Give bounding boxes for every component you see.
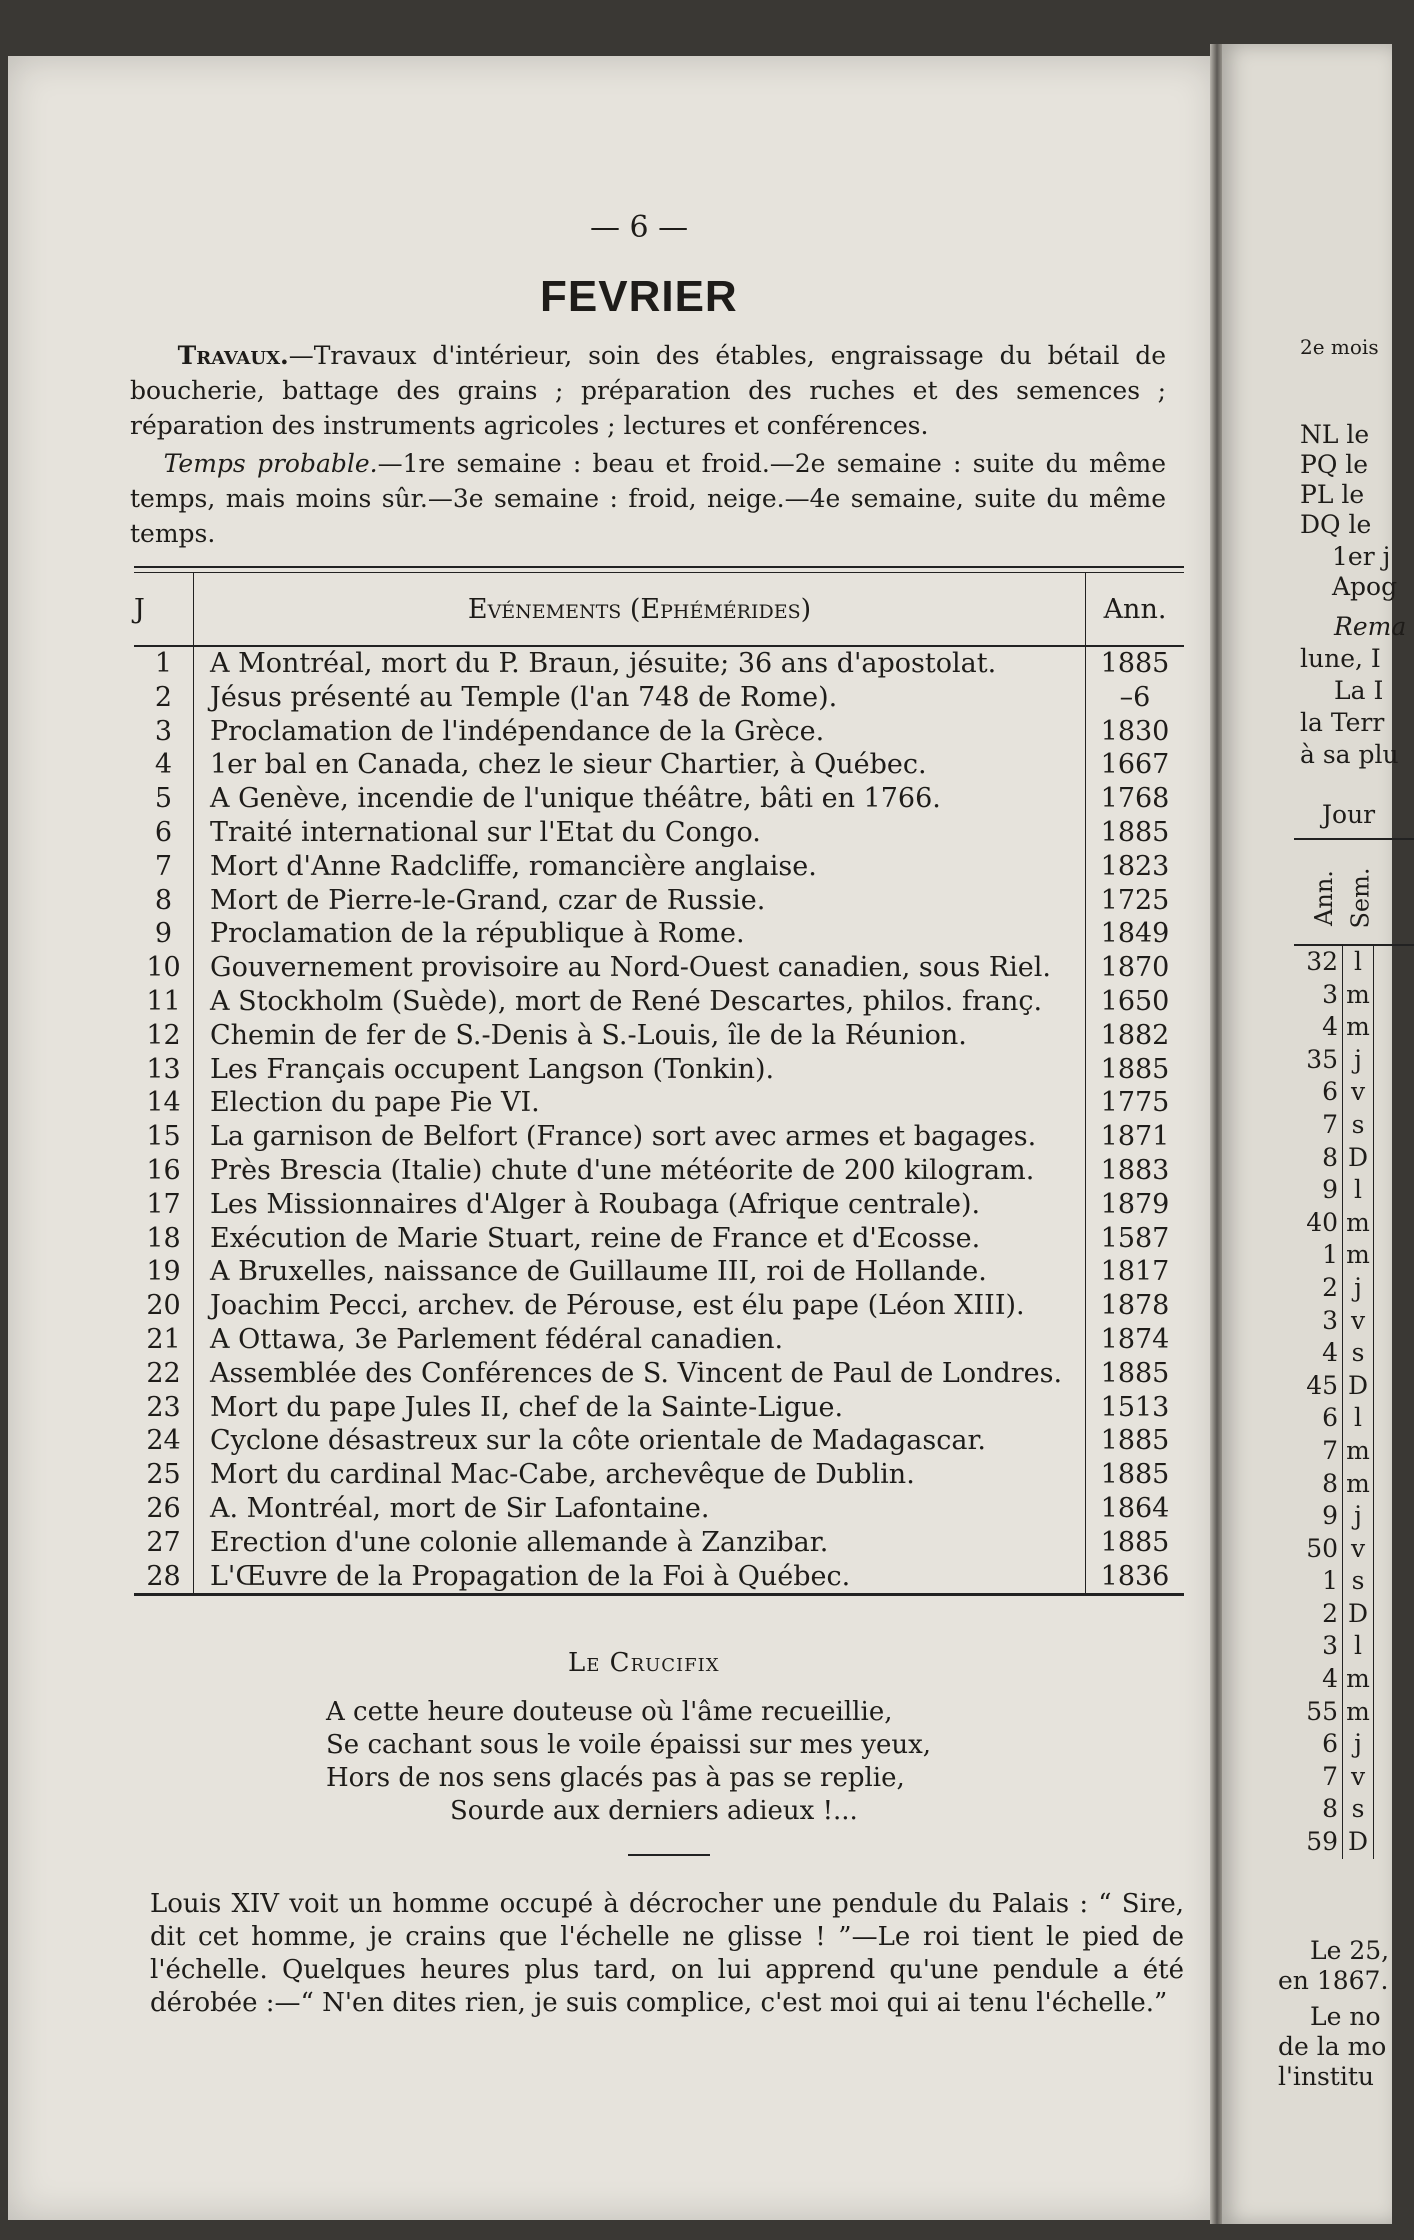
right-row-sem: v (1343, 1533, 1374, 1566)
right-row-sem: l (1343, 946, 1374, 979)
right-row-ann: 59 (1294, 1826, 1343, 1859)
row-event: A Bruxelles, naissance de Guillaume III, roi de Hollande. (194, 1255, 1086, 1289)
right-row-sem: j (1343, 1728, 1374, 1761)
right-row-sem: v (1343, 1305, 1374, 1338)
table-row (134, 646, 1184, 681)
right-line: la Terr (1300, 708, 1385, 737)
row-year: 1823 (1100, 850, 1170, 882)
col-year-header: Ann. (1086, 573, 1185, 646)
ephemerides-table (134, 566, 1184, 1596)
poem-line: Hors de nos sens glacés pas à pas se replie, (326, 1763, 905, 1793)
right-row-ann: 50 (1294, 1533, 1343, 1566)
row-day: 20 (134, 1289, 194, 1323)
right-bottom-line: en 1867. (1278, 1966, 1389, 1995)
row-year: 1885 (1100, 1357, 1170, 1389)
right-day-table (1294, 838, 1414, 1859)
row-day: 23 (134, 1391, 194, 1425)
right-table-row (1294, 1696, 1414, 1729)
col-day-header: J (134, 573, 194, 646)
row-day: 4 (134, 748, 194, 782)
table-row (134, 1458, 1184, 1492)
row-day: 1 (134, 646, 194, 681)
table-row (134, 985, 1184, 1019)
row-year: 1874 (1100, 1323, 1170, 1355)
table-row (134, 1120, 1184, 1154)
table-row (134, 884, 1184, 918)
row-event: Erection d'une colonie allemande à Zanzibar. (194, 1526, 1086, 1560)
right-row-ann: 9 (1294, 1174, 1343, 1207)
row-day: 24 (134, 1424, 194, 1458)
row-year: 1817 (1100, 1256, 1170, 1288)
row-event: Gouvernement provisoire au Nord-Ouest canadien, sous Riel. (194, 951, 1086, 985)
right-row-ann: 45 (1294, 1370, 1343, 1403)
table-row (134, 1222, 1184, 1256)
row-event: A Stockholm (Suède), mort de René Descartes, philos. franç. (194, 985, 1086, 1019)
table-row (134, 681, 1184, 715)
row-year: 1870 (1100, 952, 1170, 984)
right-row-sem: l (1343, 1630, 1374, 1663)
right-row-ann: 7 (1294, 1435, 1343, 1468)
col-event-header: Evénements (Ephémérides) (194, 573, 1086, 646)
row-event: Traité international sur l'Etat du Congo. (194, 816, 1086, 850)
right-bottom-line: l'institu (1278, 2062, 1374, 2091)
row-year: –6 (1119, 681, 1151, 713)
phase-apog: Apog (1332, 572, 1398, 601)
right-row-sem: j (1343, 1500, 1374, 1533)
right-row-sem: m (1343, 1435, 1374, 1468)
table-row (134, 1255, 1184, 1289)
row-event: A Ottawa, 3e Parlement fédéral canadien. (194, 1323, 1086, 1357)
right-table-row (1294, 1076, 1414, 1109)
right-row-ann: 3 (1294, 1630, 1343, 1663)
table-row (134, 1086, 1184, 1120)
table-row (134, 1289, 1184, 1323)
right-table-row (1294, 1044, 1414, 1077)
row-day: 8 (134, 884, 194, 918)
right-table-row (1294, 946, 1414, 979)
right-row-sem: s (1343, 1337, 1374, 1370)
row-day: 28 (134, 1560, 194, 1595)
row-event: L'Œuvre de la Propagation de la Foi à Québec. (194, 1560, 1086, 1595)
row-year: 1725 (1100, 884, 1170, 916)
right-table-row (1294, 979, 1414, 1012)
row-event: A. Montréal, mort de Sir Lafontaine. (194, 1492, 1086, 1526)
row-day: 25 (134, 1458, 194, 1492)
right-row-ann: 2 (1294, 1598, 1343, 1631)
right-row-ann: 2 (1294, 1272, 1343, 1305)
poem (326, 1696, 931, 1828)
right-row-sem: l (1343, 1174, 1374, 1207)
right-table-row (1294, 1663, 1414, 1696)
table-row (134, 917, 1184, 951)
right-row-sem: D (1343, 1370, 1374, 1403)
row-year: 1836 (1086, 1560, 1185, 1595)
row-event: Proclamation de la république à Rome. (194, 917, 1086, 951)
temps-label: Temps probable. (163, 449, 378, 478)
right-row-sem: v (1343, 1076, 1374, 1109)
right-row-sem: m (1343, 1696, 1374, 1729)
row-event: Mort du cardinal Mac-Cabe, archevêque de Dublin. (194, 1458, 1086, 1492)
row-event: Près Brescia (Italie) chute d'une météorite de 200 kilogram. (194, 1154, 1086, 1188)
row-event: 1er bal en Canada, chez le sieur Chartier, à Québec. (194, 748, 1086, 782)
right-remark: Rema (1334, 612, 1407, 641)
phase-dq: DQ le (1300, 510, 1372, 539)
row-day: 27 (134, 1526, 194, 1560)
row-event: Cyclone désastreux sur la côte orientale de Madagascar. (194, 1424, 1086, 1458)
right-row-ann: 6 (1294, 1728, 1343, 1761)
right-table-row (1294, 1337, 1414, 1370)
right-row-sem: m (1343, 1468, 1374, 1501)
travaux-text: —Travaux d'intérieur, soin des étables, engraissage du bétail de boucherie, battage des grains ; préparation des ruches et des semences ; réparation des instruments agricoles ; lectures et conférences. (130, 341, 1166, 440)
table-row (134, 1053, 1184, 1087)
row-year: 1878 (1100, 1290, 1170, 1322)
right-table-row (1294, 1142, 1414, 1175)
row-year: 1587 (1100, 1222, 1170, 1254)
row-event: A Montréal, mort du P. Braun, jésuite; 36 ans d'apostolat. (194, 646, 1086, 681)
right-table-row (1294, 1305, 1414, 1338)
right-table-row (1294, 1207, 1414, 1240)
right-row-ann: 55 (1294, 1696, 1343, 1729)
row-day: 7 (134, 850, 194, 884)
row-year: 1775 (1100, 1087, 1170, 1119)
table-row (134, 1154, 1184, 1188)
right-row-ann: 32 (1294, 946, 1343, 979)
right-row-sem: j (1343, 1044, 1374, 1077)
right-row-sem: m (1343, 1663, 1374, 1696)
row-day: 14 (134, 1086, 194, 1120)
row-event: Assemblée des Conférences de S. Vincent de Paul de Londres. (194, 1357, 1086, 1391)
right-row-ann: 6 (1294, 1402, 1343, 1435)
row-day: 15 (134, 1120, 194, 1154)
right-row-sem: v (1343, 1761, 1374, 1794)
row-day: 26 (134, 1492, 194, 1526)
right-row-sem: m (1343, 1011, 1374, 1044)
right-table-row (1294, 1272, 1414, 1305)
right-subheader (1294, 840, 1414, 946)
right-row-ann: 8 (1294, 1142, 1343, 1175)
right-row-ann: 4 (1294, 1011, 1343, 1044)
right-bottom-line: Le 25, (1310, 1936, 1390, 1965)
row-event: Les Français occupent Langson (Tonkin). (194, 1053, 1086, 1087)
right-table-row (1294, 1761, 1414, 1794)
right-row-ann: 4 (1294, 1337, 1343, 1370)
right-row-sem: l (1343, 1402, 1374, 1435)
row-year: 1885 (1100, 1425, 1170, 1457)
month-title: FEVRIER (540, 272, 738, 321)
table-row (134, 951, 1184, 985)
poem-line: A cette heure douteuse où l'âme recueillie, (326, 1697, 893, 1727)
right-table-row (1294, 1011, 1414, 1044)
poem-line: Sourde aux derniers adieux !... (450, 1796, 858, 1826)
row-day: 22 (134, 1357, 194, 1391)
right-table-row (1294, 1728, 1414, 1761)
table-top-rule (134, 566, 1184, 573)
row-year: 1667 (1100, 749, 1170, 781)
right-table-row (1294, 1109, 1414, 1142)
right-row-ann: 7 (1294, 1761, 1343, 1794)
table-row (134, 850, 1184, 884)
row-day: 10 (134, 951, 194, 985)
table-row (134, 748, 1184, 782)
table-row (134, 1391, 1184, 1425)
row-event: Mort du pape Jules II, chef de la Sainte-Ligue. (194, 1391, 1086, 1425)
page-number: — 6 — (590, 210, 689, 245)
right-row-ann: 35 (1294, 1044, 1343, 1077)
row-year: 1882 (1100, 1019, 1170, 1051)
row-event: Mort de Pierre-le-Grand, czar de Russie. (194, 884, 1086, 918)
right-row-sem: j (1343, 1272, 1374, 1305)
table-row (134, 1526, 1184, 1560)
right-line: La I (1334, 676, 1384, 705)
phase-nl: NL le (1300, 420, 1370, 449)
row-year: 1885 (1100, 1459, 1170, 1491)
right-row-sem: D (1343, 1826, 1374, 1859)
row-event: La garnison de Belfort (France) sort avec armes et bagages. (194, 1120, 1086, 1154)
right-line: à sa plu (1300, 740, 1399, 769)
right-table-row (1294, 1793, 1414, 1826)
row-year: 1885 (1100, 1053, 1170, 1085)
row-year: 1768 (1100, 783, 1170, 815)
table-row (134, 1357, 1184, 1391)
row-day: 17 (134, 1188, 194, 1222)
right-table-row (1294, 1630, 1414, 1663)
right-table-row (1294, 1402, 1414, 1435)
row-event: Chemin de fer de S.-Denis à S.-Louis, île de la Réunion. (194, 1019, 1086, 1053)
row-year: 1871 (1100, 1121, 1170, 1153)
table-row (134, 1424, 1184, 1458)
phase-pl: PL le (1300, 480, 1365, 509)
row-year: 1885 (1100, 1526, 1170, 1558)
right-row-ann: 3 (1294, 979, 1343, 1012)
right-row-sem: m (1343, 979, 1374, 1012)
right-bottom-line: de la mo (1278, 2032, 1387, 2061)
row-year: 1885 (1100, 816, 1170, 848)
phase-pq: PQ le (1300, 450, 1369, 479)
right-row-sem: m (1343, 1207, 1374, 1240)
right-table-row (1294, 1500, 1414, 1533)
table-row (134, 1323, 1184, 1357)
row-year: 1885 (1100, 648, 1170, 679)
row-day: 13 (134, 1053, 194, 1087)
right-table-row (1294, 1826, 1414, 1859)
row-day: 3 (134, 715, 194, 749)
right-table-row (1294, 1174, 1414, 1207)
right-row-sem: m (1343, 1239, 1374, 1272)
table-row (134, 1492, 1184, 1526)
right-table-row (1294, 1370, 1414, 1403)
poem-title: Le Crucifix (568, 1648, 720, 1678)
row-day: 2 (134, 681, 194, 715)
temps-text: —1re semaine : beau et froid.—2e semaine : suite du même temps, mais moins sûr.—3e semaine : froid, neige.—4e semaine, suite du même temps. (130, 449, 1167, 548)
row-event: Proclamation de l'indépendance de la Grèce. (194, 715, 1086, 749)
anecdote-paragraph: Louis XIV voit un homme occupé à décrocher une pendule du Palais : “ Sire, dit cet homme, je crains que l'échelle ne glisse ! ”—Le roi tient le pied de l'échelle. Quelques heures plus tard, on lui apprend qu'une pendule a été dérobée :—“ N'en dites rien, je suis complice, c'est moi qui ai tenu l'échelle.” (150, 1889, 1184, 2018)
row-year: 1849 (1100, 918, 1170, 950)
right-row-ann: 40 (1294, 1207, 1343, 1240)
right-top-text: 2e mois (1300, 335, 1379, 359)
table-row (134, 715, 1184, 749)
row-day: 21 (134, 1323, 194, 1357)
right-row-ann: 1 (1294, 1565, 1343, 1598)
section-divider (628, 1854, 710, 1856)
right-row-ann: 1 (1294, 1239, 1343, 1272)
row-day: 16 (134, 1154, 194, 1188)
right-row-sem: D (1343, 1598, 1374, 1631)
right-col-header: Jour (1322, 800, 1376, 829)
row-event: Jésus présenté au Temple (l'an 748 de Rome). (194, 681, 1086, 715)
row-event: Joachim Pecci, archev. de Pérouse, est élu pape (Léon XIII). (194, 1289, 1086, 1323)
row-day: 11 (134, 985, 194, 1019)
right-row-ann: 9 (1294, 1500, 1343, 1533)
row-event: Election du pape Pie VI. (194, 1086, 1086, 1120)
right-table-row (1294, 1435, 1414, 1468)
right-row-ann: 6 (1294, 1076, 1343, 1109)
row-year: 1864 (1100, 1492, 1170, 1524)
row-year: 1830 (1100, 715, 1170, 747)
right-row-ann: 4 (1294, 1663, 1343, 1696)
row-event: Exécution de Marie Stuart, reine de France et d'Ecosse. (194, 1222, 1086, 1256)
row-day: 19 (134, 1255, 194, 1289)
right-row-sem: D (1343, 1142, 1374, 1175)
right-row-ann: 7 (1294, 1109, 1343, 1142)
row-year: 1513 (1100, 1391, 1170, 1423)
right-row-ann: 8 (1294, 1468, 1343, 1501)
right-sub-sem: Sem. (1346, 867, 1375, 929)
row-event: Les Missionnaires d'Alger à Roubaga (Afrique centrale). (194, 1188, 1086, 1222)
table-row (134, 1560, 1184, 1595)
right-table-row (1294, 1565, 1414, 1598)
row-year: 1650 (1100, 985, 1170, 1017)
right-row-sem: s (1343, 1109, 1374, 1142)
right-row-ann: 3 (1294, 1305, 1343, 1338)
row-year: 1879 (1100, 1188, 1170, 1220)
table-row (134, 1188, 1184, 1222)
row-event: A Genève, incendie de l'unique théâtre, bâti en 1766. (194, 782, 1086, 816)
table-row (134, 1019, 1184, 1053)
row-day: 5 (134, 782, 194, 816)
travaux-paragraph (130, 338, 1166, 443)
phase-first: 1er j (1332, 542, 1391, 571)
row-day: 9 (134, 917, 194, 951)
poem-line: Se cachant sous le voile épaissi sur mes yeux, (326, 1730, 932, 1760)
right-table-row (1294, 1533, 1414, 1566)
row-event: Mort d'Anne Radcliffe, romancière anglaise. (194, 850, 1086, 884)
table-row (134, 816, 1184, 850)
row-day: 12 (134, 1019, 194, 1053)
row-year: 1883 (1100, 1154, 1170, 1186)
right-table-row (1294, 1239, 1414, 1272)
right-line: lune, I (1300, 644, 1381, 673)
right-row-sem: s (1343, 1565, 1374, 1598)
right-table-row (1294, 1468, 1414, 1501)
right-bottom-line: Le no (1310, 2002, 1381, 2031)
travaux-label: Travaux. (177, 341, 289, 370)
table-row (134, 782, 1184, 816)
right-table-row (1294, 1598, 1414, 1631)
right-row-sem: s (1343, 1793, 1374, 1826)
right-row-ann: 8 (1294, 1793, 1343, 1826)
row-day: 18 (134, 1222, 194, 1256)
temps-paragraph (130, 446, 1166, 551)
right-sub-ann: Ann. (1309, 870, 1338, 926)
row-day: 6 (134, 816, 194, 850)
